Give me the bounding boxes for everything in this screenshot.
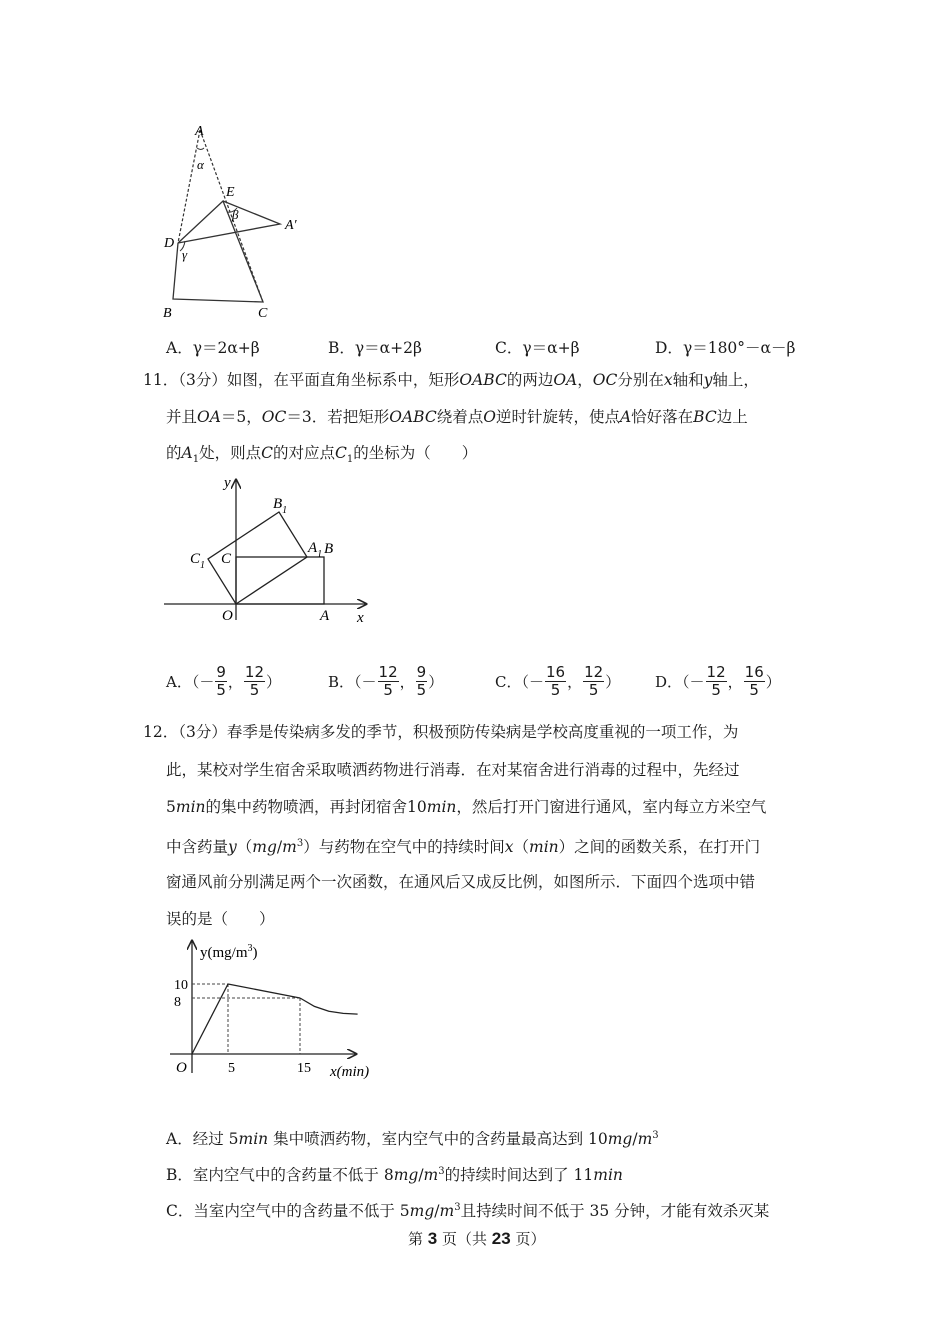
q11-text: ＝5， bbox=[220, 408, 262, 426]
footer-text: 第 bbox=[408, 1230, 428, 1248]
sep: ， bbox=[399, 673, 415, 691]
paren: （－ bbox=[521, 673, 544, 691]
q11-var: C bbox=[335, 444, 347, 462]
q10-option-a[interactable] bbox=[166, 336, 260, 358]
sup: 3 bbox=[454, 1202, 461, 1213]
fig11-label-B: B bbox=[324, 541, 334, 557]
q11-var: O bbox=[483, 408, 496, 426]
fig11-label-A: A bbox=[320, 608, 330, 624]
numerator: 12 bbox=[378, 663, 398, 681]
page-total: 23 bbox=[491, 1229, 511, 1248]
option-text: γ＝α+β bbox=[522, 339, 580, 357]
numerator: 12 bbox=[244, 663, 265, 681]
option-text: γ＝α+2β bbox=[354, 339, 422, 357]
page-footer bbox=[408, 1228, 546, 1249]
option-letter: A． bbox=[166, 1130, 193, 1149]
q11-sub: 1 bbox=[192, 454, 200, 466]
ylabel-sup: 3 bbox=[247, 943, 253, 954]
q11-text: 轴上， bbox=[712, 371, 759, 389]
fig10-label-alpha: α bbox=[197, 157, 204, 172]
fraction bbox=[378, 664, 399, 699]
numerator: 12 bbox=[584, 663, 604, 681]
footer-text: 页（共 bbox=[437, 1230, 492, 1248]
fraction bbox=[244, 664, 265, 699]
q11-var: BC bbox=[693, 408, 717, 426]
question-score: （3分） bbox=[178, 371, 227, 389]
denominator: 5 bbox=[711, 681, 721, 699]
numerator: 16 bbox=[546, 663, 566, 681]
q12-line-1 bbox=[143, 722, 738, 742]
q12-text: ）与药物在空气中的持续时间 bbox=[303, 838, 505, 857]
fig11-label-x: x bbox=[357, 610, 364, 626]
q10-option-b[interactable] bbox=[328, 336, 422, 358]
sep: ， bbox=[727, 673, 743, 691]
q12-unit: min bbox=[426, 798, 457, 816]
fraction bbox=[215, 664, 227, 699]
q11-text: 绕着点 bbox=[436, 408, 484, 426]
q12-text: 误的是（ ） bbox=[166, 910, 275, 928]
fig11-label: A bbox=[308, 540, 318, 556]
fig11-label-C1 bbox=[190, 551, 205, 571]
fig11-label-C: C bbox=[221, 551, 232, 567]
numerator: 12 bbox=[706, 663, 726, 681]
chart-x-label: x(min) bbox=[330, 1064, 370, 1080]
q12-text: （ bbox=[236, 838, 253, 857]
series-line-inverse-proportion bbox=[300, 998, 358, 1014]
question-score: （3分） bbox=[178, 723, 227, 741]
chart-y-tick-10: 10 bbox=[174, 978, 188, 993]
q12-text: / bbox=[276, 838, 283, 857]
figure-q10 bbox=[155, 118, 315, 323]
ylabel-close: ) bbox=[252, 945, 258, 961]
unit: mg bbox=[607, 1130, 633, 1149]
chart-q12 bbox=[160, 935, 390, 1085]
option-letter: B． bbox=[328, 673, 355, 691]
option-text: 经过 5 bbox=[192, 1130, 239, 1149]
option-text: 当室内空气中的含药量不低于 5 bbox=[193, 1202, 410, 1221]
q12-unit: m bbox=[282, 838, 297, 857]
q12-text: 10 bbox=[407, 798, 427, 816]
q12-sup: 3 bbox=[296, 838, 304, 849]
sup: 3 bbox=[438, 1166, 445, 1177]
fig10-label-C: C bbox=[258, 306, 268, 321]
option-text: γ＝2α+β bbox=[192, 339, 260, 357]
q11-text: 处，则点 bbox=[199, 444, 262, 462]
fraction bbox=[416, 664, 428, 699]
fig10-alpha-arc bbox=[197, 148, 204, 150]
q11-option-d[interactable] bbox=[655, 664, 781, 699]
fig11-sub: 1 bbox=[317, 549, 323, 560]
q12-text: ）之间的函数关系，在打开门 bbox=[558, 838, 761, 857]
q12-unit: min bbox=[529, 838, 559, 857]
option-text: 集中喷洒药物，室内空气中的含药量最高达到 10 bbox=[268, 1130, 608, 1149]
q11-var: OABC bbox=[459, 371, 507, 389]
q12-line-4 bbox=[166, 834, 760, 857]
fig10-label-A: A bbox=[195, 124, 204, 139]
fraction bbox=[545, 664, 566, 699]
question-number: 11． bbox=[143, 371, 179, 389]
q12-option-c[interactable] bbox=[166, 1198, 769, 1221]
paren: ） bbox=[428, 673, 444, 691]
option-letter: C． bbox=[495, 673, 522, 691]
option-text: 的持续时间达到了 11 bbox=[444, 1166, 594, 1185]
q12-line-3 bbox=[166, 797, 766, 817]
series-line-linear-decline bbox=[228, 984, 300, 998]
q12-unit: mg bbox=[252, 838, 277, 857]
fig11-sub: 1 bbox=[200, 560, 206, 571]
q12-text: 窗通风前分别满足两个一次函数，在通风后又成反比例，如图所示．下面四个选项中错 bbox=[166, 873, 756, 891]
sep: ， bbox=[567, 673, 583, 691]
unit: min bbox=[238, 1130, 269, 1149]
q12-text: （ bbox=[513, 838, 530, 857]
fraction bbox=[706, 664, 727, 699]
q12-text: ，然后打开门窗进行通风，室内每立方米空气 bbox=[456, 798, 767, 816]
option-text: / bbox=[632, 1130, 638, 1149]
q12-option-a[interactable] bbox=[166, 1126, 659, 1149]
q12-text: 此，某校对学生宿舍采取喷洒药物进行消毒．在对某宿舍进行消毒的过程中，先经过 bbox=[166, 761, 740, 779]
q11-line-3 bbox=[166, 443, 477, 470]
chart-y-tick-8: 8 bbox=[174, 995, 181, 1010]
fig10-triangle bbox=[178, 201, 280, 243]
fig10-label-A-prime: A′ bbox=[285, 218, 297, 233]
q11-var: OABC bbox=[389, 408, 437, 426]
numerator: 9 bbox=[416, 663, 427, 681]
q11-var: OC bbox=[261, 408, 287, 426]
denominator: 5 bbox=[550, 681, 561, 699]
q11-line-1 bbox=[143, 370, 759, 390]
chart-x-tick-15: 15 bbox=[297, 1061, 311, 1076]
q11-text: 逆时针旋转，使点 bbox=[495, 408, 620, 426]
q11-var: A bbox=[619, 408, 632, 426]
series-line-linear-rise bbox=[192, 984, 228, 1054]
q11-text: 边上 bbox=[716, 408, 748, 426]
q11-text: ＝3．若把矩形 bbox=[286, 408, 390, 426]
denominator: 5 bbox=[749, 681, 759, 699]
q11-text: 的两边 bbox=[506, 371, 554, 389]
denominator: 5 bbox=[416, 681, 427, 699]
unit: m bbox=[637, 1130, 653, 1149]
fig11-sub: 1 bbox=[282, 505, 288, 516]
chart-y-label bbox=[200, 943, 258, 961]
unit: m bbox=[439, 1202, 455, 1221]
q11-sub: 1 bbox=[346, 454, 354, 466]
sep: ， bbox=[227, 673, 243, 691]
q12-var: y bbox=[228, 838, 237, 857]
option-text: 且持续时间不低于 35 分钟，才能有效杀灭某 bbox=[460, 1202, 770, 1221]
chart-x-tick-5: 5 bbox=[228, 1061, 235, 1076]
denominator: 5 bbox=[588, 681, 599, 699]
footer-text: 页） bbox=[510, 1230, 546, 1248]
q11-var: x bbox=[663, 371, 673, 389]
paren: ） bbox=[266, 673, 282, 691]
rectangle-oabc bbox=[236, 557, 324, 604]
q11-text: 轴和 bbox=[672, 371, 704, 389]
q11-var: OA bbox=[197, 408, 221, 426]
q11-line-2 bbox=[166, 407, 748, 427]
q12-line-6 bbox=[166, 909, 275, 929]
q11-text: 分别在 bbox=[617, 371, 664, 389]
unit: m bbox=[423, 1166, 439, 1185]
chart-origin-label: O bbox=[176, 1060, 187, 1076]
q12-text: 春季是传染病多发的季节，积极预防传染病是学校高度重视的一项工作，为 bbox=[226, 723, 739, 741]
option-text: 室内空气中的含药量不低于 8 bbox=[192, 1166, 394, 1185]
q12-option-b[interactable] bbox=[166, 1162, 623, 1185]
fig11-label: B bbox=[273, 496, 283, 512]
option-letter: D． bbox=[655, 673, 683, 691]
q11-text: ， bbox=[577, 371, 593, 389]
option-text: γ＝180°－α－β bbox=[682, 339, 796, 357]
option-letter: B． bbox=[166, 1166, 193, 1185]
paren: ） bbox=[765, 673, 781, 691]
option-letter: D． bbox=[655, 339, 683, 357]
q11-text: 如图，在平面直角坐标系中，矩形 bbox=[226, 371, 460, 389]
fig11-label-y: y bbox=[224, 475, 231, 491]
paren: ） bbox=[605, 673, 621, 691]
q11-text: 恰好落在 bbox=[631, 408, 694, 426]
fraction bbox=[744, 664, 765, 699]
paren: （－ bbox=[191, 673, 215, 691]
q12-text: 5 bbox=[166, 798, 176, 816]
denominator: 5 bbox=[383, 681, 393, 699]
option-letter: C． bbox=[495, 339, 523, 357]
paren: （－ bbox=[682, 673, 705, 691]
unit: mg bbox=[409, 1202, 435, 1221]
unit: mg bbox=[393, 1166, 419, 1185]
fraction bbox=[583, 664, 604, 699]
q12-var: x bbox=[504, 838, 514, 857]
q11-text: 的 bbox=[166, 444, 182, 462]
fig11-label-O: O bbox=[222, 608, 233, 624]
option-letter: C． bbox=[166, 1202, 194, 1221]
ylabel-text: y(mg/m bbox=[200, 945, 248, 961]
chart-series bbox=[192, 984, 358, 1054]
fig10-label-E: E bbox=[226, 185, 235, 200]
option-text: / bbox=[418, 1166, 424, 1185]
option-letter: A． bbox=[166, 673, 192, 691]
option-letter: A． bbox=[166, 339, 193, 357]
q10-option-c[interactable] bbox=[495, 336, 580, 358]
q11-var: A bbox=[181, 444, 193, 462]
q11-text: 并且 bbox=[166, 408, 198, 426]
q11-option-a[interactable] bbox=[166, 664, 281, 699]
q12-line-2 bbox=[166, 760, 740, 780]
q11-var: OC bbox=[592, 371, 618, 389]
numerator: 16 bbox=[744, 663, 764, 681]
denominator: 5 bbox=[216, 681, 226, 699]
q11-var: C bbox=[261, 444, 273, 462]
q11-var: y bbox=[703, 371, 713, 389]
question-number: 12． bbox=[143, 723, 179, 741]
numerator: 9 bbox=[216, 663, 226, 681]
q11-option-b[interactable] bbox=[328, 664, 443, 699]
q12-unit: min bbox=[175, 798, 206, 816]
q12-text: 中含药量 bbox=[166, 838, 229, 857]
fig10-label-beta: β bbox=[232, 207, 239, 222]
denominator: 5 bbox=[249, 681, 260, 699]
page-number: 3 bbox=[427, 1229, 438, 1248]
q10-option-d[interactable] bbox=[655, 336, 795, 358]
unit: min bbox=[593, 1166, 623, 1185]
q11-var: OA bbox=[553, 371, 578, 389]
fig11-label: C bbox=[190, 551, 201, 567]
q11-text: 的对应点 bbox=[272, 444, 335, 462]
q11-text: 的坐标为（ ） bbox=[353, 444, 478, 462]
paren: （－ bbox=[354, 673, 377, 691]
option-letter: B． bbox=[328, 339, 355, 357]
figure-q11 bbox=[160, 470, 380, 630]
fig10-label-D: D bbox=[164, 236, 175, 251]
q11-option-c[interactable] bbox=[495, 664, 620, 699]
fig10-label-B: B bbox=[163, 306, 172, 321]
fig10-label-gamma: γ bbox=[182, 247, 188, 262]
sup: 3 bbox=[652, 1130, 659, 1141]
option-text: / bbox=[434, 1202, 440, 1221]
q12-text: 的集中药物喷洒，再封闭宿舍 bbox=[205, 798, 408, 816]
q12-line-5 bbox=[166, 872, 755, 892]
